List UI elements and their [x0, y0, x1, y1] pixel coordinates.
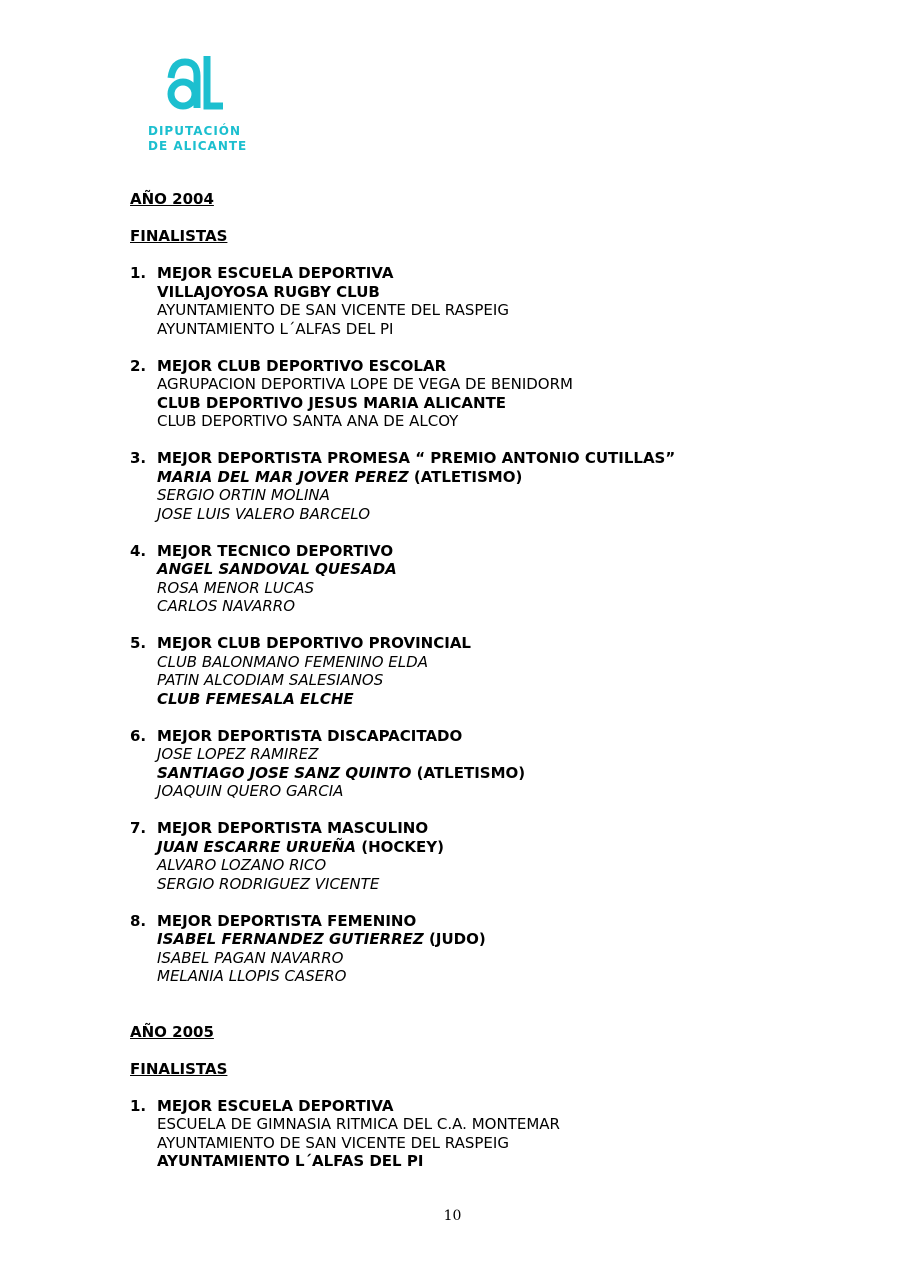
category-body: [157, 542, 830, 616]
section-spacer: [130, 1004, 830, 1023]
finalist-name: AYUNTAMIENTO L´ALFAS DEL PI: [157, 1152, 424, 1170]
finalist-discipline: (ATLETISMO): [408, 467, 523, 486]
finalist-entry: [157, 579, 830, 598]
finalist-entry: [157, 320, 830, 339]
finalist-name: ISABEL PAGAN NAVARRO: [157, 948, 344, 967]
finalist-name: JOSE LUIS VALERO BARCELO: [157, 504, 371, 523]
finalist-entry: [157, 412, 830, 431]
diputacion-logo: [148, 56, 248, 154]
category-body: [157, 357, 830, 431]
finalist-entry: [157, 875, 830, 894]
logo-text-line2: DE ALICANTE: [148, 139, 248, 153]
category-title: MEJOR ESCUELA DEPORTIVA: [157, 1096, 394, 1115]
finalist-name: AGRUPACION DEPORTIVA LOPE DE VEGA DE BENIDORM: [157, 375, 573, 393]
finalist-entry: [157, 838, 830, 857]
finalist-entry: [157, 375, 830, 394]
finalist-entry: [157, 301, 830, 320]
finalist-entry: [157, 597, 830, 616]
finalist-name: ANGEL SANDOVAL QUESADA: [157, 560, 397, 578]
award-category: [130, 634, 830, 708]
category-body: [157, 912, 830, 986]
category-number: 2.: [130, 356, 147, 375]
award-category: [130, 449, 830, 523]
category-title: MEJOR CLUB DEPORTIVO PROVINCIAL: [157, 634, 471, 652]
finalist-entry: [157, 745, 830, 764]
finalist-name: JOSE LOPEZ RAMIREZ: [157, 745, 319, 763]
category-number: 1.: [130, 1096, 147, 1115]
finalists-heading: FINALISTAS: [130, 227, 228, 245]
finalist-discipline: (ATLETISMO): [411, 763, 526, 782]
category-body: [157, 264, 830, 338]
finalist-entry: [157, 653, 830, 672]
category-number: 6.: [130, 726, 147, 745]
finalist-name: AYUNTAMIENTO DE SAN VICENTE DEL RASPEIG: [157, 1133, 509, 1152]
finalist-entry: [157, 930, 830, 949]
award-category: [130, 727, 830, 801]
finalist-name: CLUB DEPORTIVO SANTA ANA DE ALCOY: [157, 412, 459, 430]
category-number: 7.: [130, 819, 147, 837]
finalist-name: MARIA DEL MAR JOVER PEREZ: [157, 467, 409, 486]
document-body: [130, 190, 830, 1189]
finalist-entry: [157, 560, 830, 579]
finalist-entry: [157, 671, 830, 690]
page-number: 10: [443, 1208, 462, 1224]
section-2004: [130, 190, 830, 986]
finalist-entry: [157, 949, 830, 968]
finalist-entry: [157, 505, 830, 524]
finalist-name: AYUNTAMIENTO DE SAN VICENTE DEL RASPEIG: [157, 301, 509, 319]
finalist-entry: [157, 1152, 830, 1171]
category-title: MEJOR DEPORTISTA FEMENINO: [157, 911, 417, 930]
category-number: 5.: [130, 634, 147, 652]
section-2005: [130, 1023, 830, 1171]
finalist-name: SANTIAGO JOSE SANZ QUINTO: [157, 763, 412, 782]
finalist-name: AYUNTAMIENTO L´ALFAS DEL PI: [157, 319, 394, 338]
finalist-discipline: (JUDO): [423, 930, 486, 948]
finalist-name: SERGIO RODRIGUEZ VICENTE: [157, 874, 380, 893]
finalist-name: PATIN ALCODIAM SALESIANOS: [157, 671, 384, 689]
category-body: [157, 634, 830, 708]
finalist-entry: [157, 782, 830, 801]
category-body: [157, 727, 830, 801]
finalist-entry: [157, 690, 830, 709]
finalist-name: ALVARO LOZANO RICO: [157, 856, 327, 874]
finalist-name: ROSA MENOR LUCAS: [157, 578, 315, 597]
finalist-name: CARLOS NAVARRO: [157, 597, 296, 615]
category-body: [157, 1097, 830, 1171]
finalist-entry: [157, 1115, 830, 1134]
year-heading: AÑO 2004: [130, 190, 214, 208]
category-title: MEJOR TECNICO DEPORTIVO: [157, 541, 394, 560]
finalist-entry: [157, 1134, 830, 1153]
finalist-discipline: (HOCKEY): [356, 837, 445, 856]
finalist-name: SERGIO ORTIN MOLINA: [157, 486, 330, 504]
year-heading: AÑO 2005: [130, 1022, 214, 1041]
category-number: 1.: [130, 264, 147, 282]
category-title: MEJOR DEPORTISTA PROMESA “ PREMIO ANTONIO CUTILLAS”: [157, 449, 676, 467]
category-title: MEJOR DEPORTISTA DISCAPACITADO: [157, 726, 463, 745]
category-title: MEJOR DEPORTISTA MASCULINO: [157, 819, 429, 837]
finalist-name: CLUB FEMESALA ELCHE: [157, 689, 354, 708]
logo-text-line1: DIPUTACIÓN: [148, 124, 242, 138]
award-category: [130, 1097, 830, 1171]
category-body: [157, 449, 830, 523]
award-category: [130, 819, 830, 893]
award-category: [130, 357, 830, 431]
category-list: [130, 1097, 830, 1171]
award-category: [130, 542, 830, 616]
finalist-name: JUAN ESCARRE URUEÑA: [157, 837, 357, 856]
award-category: [130, 264, 830, 338]
category-body: [157, 819, 830, 893]
category-number: 8.: [130, 911, 147, 930]
category-number: 4.: [130, 541, 147, 560]
finalist-entry: [157, 468, 830, 487]
finalist-name: CLUB BALONMANO FEMENINO ELDA: [157, 652, 428, 671]
finalists-heading: FINALISTAS: [130, 1059, 228, 1078]
finalist-entry: [157, 856, 830, 875]
finalist-entry: [157, 283, 830, 302]
diputacion-logo-mark: [165, 56, 223, 114]
finalist-name: JOAQUIN QUERO GARCIA: [157, 782, 344, 800]
finalist-entry: [157, 967, 830, 986]
finalist-name: VILLAJOYOSA RUGBY CLUB: [157, 282, 380, 301]
finalist-entry: [157, 486, 830, 505]
category-title: MEJOR ESCUELA DEPORTIVA: [157, 264, 394, 282]
finalist-name: MELANIA LLOPIS CASERO: [157, 967, 347, 985]
finalist-name: ISABEL FERNANDEZ GUTIERREZ: [157, 930, 424, 948]
finalist-entry: [157, 764, 830, 783]
category-list: [130, 264, 830, 986]
finalist-name: CLUB DEPORTIVO JESUS MARIA ALICANTE: [157, 393, 507, 412]
category-title: MEJOR CLUB DEPORTIVO ESCOLAR: [157, 356, 447, 375]
award-category: [130, 912, 830, 986]
finalist-entry: [157, 394, 830, 413]
category-number: 3.: [130, 449, 147, 467]
finalist-name: ESCUELA DE GIMNASIA RITMICA DEL C.A. MONTEMAR: [157, 1115, 560, 1133]
